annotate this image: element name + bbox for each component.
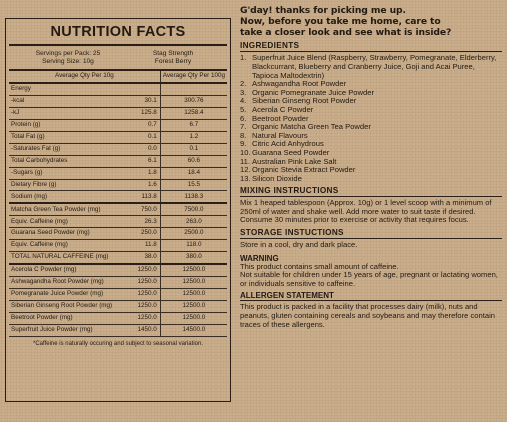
ingredient-text: Organic Stevia Extract Powder xyxy=(252,165,356,175)
value-per-100g: 7500.0 xyxy=(160,203,227,215)
ingredient-text: Acerola C Powder xyxy=(252,104,314,114)
intro-line: take a closer look and see what is inside? xyxy=(240,26,452,38)
ingredient-text: Siberian Ginseng Root Powder xyxy=(252,96,357,106)
value-per-100g: 263.0 xyxy=(160,216,227,228)
list-item xyxy=(240,175,502,184)
table-row xyxy=(9,312,227,324)
value-per-serving: 1250.0 xyxy=(125,277,161,289)
serving-info xyxy=(9,46,227,71)
value-per-serving: 1.8 xyxy=(125,167,161,179)
value-per-serving: 0.7 xyxy=(125,119,161,131)
warning-line: Not suitable for children under 15 years of age, pregnant or lactating women, or individuals sensitive to caffeine. xyxy=(240,270,498,288)
allergen-text: This product is packed in a facility that processes dairy (milk), nuts and peanuts, gluten containing cereals and soybeans and may therefore contain traces of these allergens. xyxy=(240,302,495,329)
nutrient-name: Siberian Ginseng Root Powder (mg) xyxy=(9,300,125,312)
serving-size: Serving Size: 10g xyxy=(42,58,94,65)
value-per-serving: 6.1 xyxy=(125,155,161,167)
table-row xyxy=(9,216,227,228)
allergen-heading: ALLERGEN STATEMENT xyxy=(240,291,502,301)
label-info-column xyxy=(240,6,502,329)
ingredient-number: 6. xyxy=(240,113,247,123)
value-per-serving xyxy=(125,83,161,95)
value-per-serving: 125.8 xyxy=(125,107,161,119)
table-row xyxy=(9,143,227,155)
storage-text: Store in a cool, dry and dark place. xyxy=(240,240,358,250)
value-per-serving: 1.6 xyxy=(125,179,161,191)
ingredient-number: 2. xyxy=(240,79,247,89)
ingredient-text: Ashwagandha Root Powder xyxy=(252,79,347,89)
nutrient-name: Superfruit Juice Powder (mg) xyxy=(9,324,125,336)
ingredient-text: Citric Acid Anhydrous xyxy=(252,139,324,149)
nutrient-name: TOTAL NATURAL CAFFEINE (mg) xyxy=(9,252,125,264)
nutrition-table-body xyxy=(9,83,227,336)
table-header-row xyxy=(9,71,227,83)
intro-line: G'day! thanks for picking me up. xyxy=(240,5,406,16)
value-per-serving: 1250.0 xyxy=(125,288,161,300)
ingredient-number: 8. xyxy=(240,130,247,140)
nutrient-name: Guarana Seed Powder (mg) xyxy=(9,228,125,240)
nutrient-name: Total Carbohydrates xyxy=(9,155,125,167)
nutrient-name: Acerola C Powder (mg) xyxy=(9,264,125,276)
table-row xyxy=(9,119,227,131)
ingredient-text: Australian Pink Lake Salt xyxy=(252,156,337,166)
table-row xyxy=(9,131,227,143)
value-per-100g: 12500.0 xyxy=(160,312,227,324)
warning-line: This product contains small amount of caffeine. xyxy=(240,261,399,271)
ingredient-text: Superfruit Juice Blend (Raspberry, Strawberry, Pomegranate, Elderberry, Blackcurrant, Blueberry and Cranberry Juice, Goji and Acai Puree, Tapioca Maltodextrin) xyxy=(252,53,497,80)
value-per-100g: 380.0 xyxy=(160,252,227,264)
value-per-100g: 300.76 xyxy=(160,95,227,107)
value-per-serving: 250.0 xyxy=(125,228,161,240)
ingredients-list xyxy=(240,54,502,183)
ingredient-number: 11. xyxy=(240,156,250,166)
value-per-100g xyxy=(160,83,227,95)
nutrient-name: Energy xyxy=(9,83,125,95)
ingredient-number: 5. xyxy=(240,104,247,114)
storage-heading: STORAGE INSTUCTIONS xyxy=(240,228,502,239)
ingredient-number: 1. xyxy=(240,53,247,63)
ingredient-text: Organic Matcha Green Tea Powder xyxy=(252,122,371,132)
ingredient-number: 9. xyxy=(240,139,247,149)
nutrition-title: NUTRITION FACTS xyxy=(9,21,227,46)
value-per-100g: 60.6 xyxy=(160,155,227,167)
value-per-serving: 1250.0 xyxy=(125,300,161,312)
value-per-serving: 26.3 xyxy=(125,216,161,228)
ingredient-text: Guarana Seed Powder xyxy=(252,147,330,157)
table-row xyxy=(9,264,227,276)
value-per-100g: 12500.0 xyxy=(160,277,227,289)
nutrient-name: Ashwagandha Root Powder (mg) xyxy=(9,277,125,289)
warning-heading: WARNING xyxy=(240,253,279,263)
value-per-100g: 18.4 xyxy=(160,167,227,179)
value-per-serving: 750.0 xyxy=(125,203,161,215)
ingredient-text: Organic Pomegranate Juice Powder xyxy=(252,87,374,97)
ingredient-number: 13. xyxy=(240,173,251,183)
nutrition-table xyxy=(9,71,227,337)
product-name: Stag Strength xyxy=(152,50,194,57)
nutrient-name: Sodium (mg) xyxy=(9,191,125,203)
nutrient-name: Equiv. Caffeine (mg) xyxy=(9,216,125,228)
value-per-100g: 1138.3 xyxy=(160,191,227,203)
value-per-100g: 0.1 xyxy=(160,143,227,155)
value-per-serving: 0.0 xyxy=(125,143,161,155)
ingredient-number: 4. xyxy=(240,96,247,106)
col1-header: Average Qty Per 10g xyxy=(9,71,160,83)
nutrient-name: -kJ xyxy=(9,107,125,119)
value-per-100g: 14500.0 xyxy=(160,324,227,336)
nutrient-name: Dietary Fibre (g) xyxy=(9,179,125,191)
nutrition-facts-panel xyxy=(5,18,231,402)
value-per-serving: 11.8 xyxy=(125,240,161,252)
mixing-heading: MIXING INSTRUCTIONS xyxy=(240,186,502,197)
value-per-100g: 118.0 xyxy=(160,240,227,252)
table-row xyxy=(9,107,227,119)
product-flavour: Forest Berry xyxy=(154,58,192,65)
nutrient-name: -Saturates Fat (g) xyxy=(9,143,125,155)
nutrient-name: Total Fat (g) xyxy=(9,131,125,143)
value-per-serving: 38.0 xyxy=(125,252,161,264)
col2-header: Average Qty Per 100g xyxy=(160,71,227,83)
ingredient-number: 3. xyxy=(240,87,247,97)
nutrient-name: Beetroot Powder (mg) xyxy=(9,312,125,324)
table-row xyxy=(9,191,227,203)
nutrient-name: Matcha Green Tea Powder (mg) xyxy=(9,203,125,215)
table-row xyxy=(9,179,227,191)
value-per-serving: 0.1 xyxy=(125,131,161,143)
table-row xyxy=(9,240,227,252)
table-row xyxy=(9,252,227,264)
ingredient-text: Silicon Dioxide xyxy=(252,173,302,183)
value-per-100g: 12500.0 xyxy=(160,288,227,300)
intro-line: Now, before you take me home, care to xyxy=(240,15,441,27)
value-per-serving: 30.1 xyxy=(125,95,161,107)
nutrient-name: -kcal xyxy=(9,95,125,107)
ingredient-text: Beetroot Powder xyxy=(252,113,309,123)
ingredient-number: 10. xyxy=(240,147,251,157)
table-row xyxy=(9,300,227,312)
value-per-serving: 113.8 xyxy=(125,191,161,203)
mixing-text: Mix 1 heaped tablespoon (Approx. 10g) or 1 level scoop with a minimum of 250ml of water and shake well. Add more water to suit taste if desired. Consume 30 minutes prior to exercise or activity that requires focus. xyxy=(240,198,492,225)
table-row xyxy=(9,228,227,240)
value-per-serving: 1450.0 xyxy=(125,324,161,336)
value-per-100g: 2500.0 xyxy=(160,228,227,240)
servings-per-pack: Servings per Pack: 25 xyxy=(35,50,101,57)
table-row xyxy=(9,203,227,215)
caffeine-footnote: *Caffeine is naturally occuring and subject to seasonal variation. xyxy=(33,340,203,347)
value-per-100g: 1258.4 xyxy=(160,107,227,119)
ingredient-text: Natural Flavours xyxy=(252,130,308,140)
value-per-100g: 15.5 xyxy=(160,179,227,191)
nutrient-name: Equiv. Caffeine (mg) xyxy=(9,240,125,252)
table-row xyxy=(9,155,227,167)
list-item xyxy=(240,54,502,80)
table-row xyxy=(9,95,227,107)
value-per-100g: 6.7 xyxy=(160,119,227,131)
value-per-100g: 12500.0 xyxy=(160,264,227,276)
nutrient-name: -Sugars (g) xyxy=(9,167,125,179)
table-row xyxy=(9,83,227,95)
value-per-100g: 1.2 xyxy=(160,131,227,143)
ingredient-number: 12. xyxy=(240,165,251,175)
nutrient-name: Protein (g) xyxy=(9,119,125,131)
intro-message xyxy=(240,6,502,38)
value-per-serving: 1250.0 xyxy=(125,264,161,276)
ingredient-number: 7. xyxy=(240,122,247,132)
table-row xyxy=(9,167,227,179)
table-row xyxy=(9,277,227,289)
ingredients-heading: INGREDIENTS xyxy=(240,41,502,52)
table-row xyxy=(9,324,227,336)
value-per-serving: 1250.0 xyxy=(125,312,161,324)
nutrient-name: Pomegranate Juice Powder (mg) xyxy=(9,288,125,300)
table-row xyxy=(9,288,227,300)
value-per-100g: 12500.0 xyxy=(160,300,227,312)
